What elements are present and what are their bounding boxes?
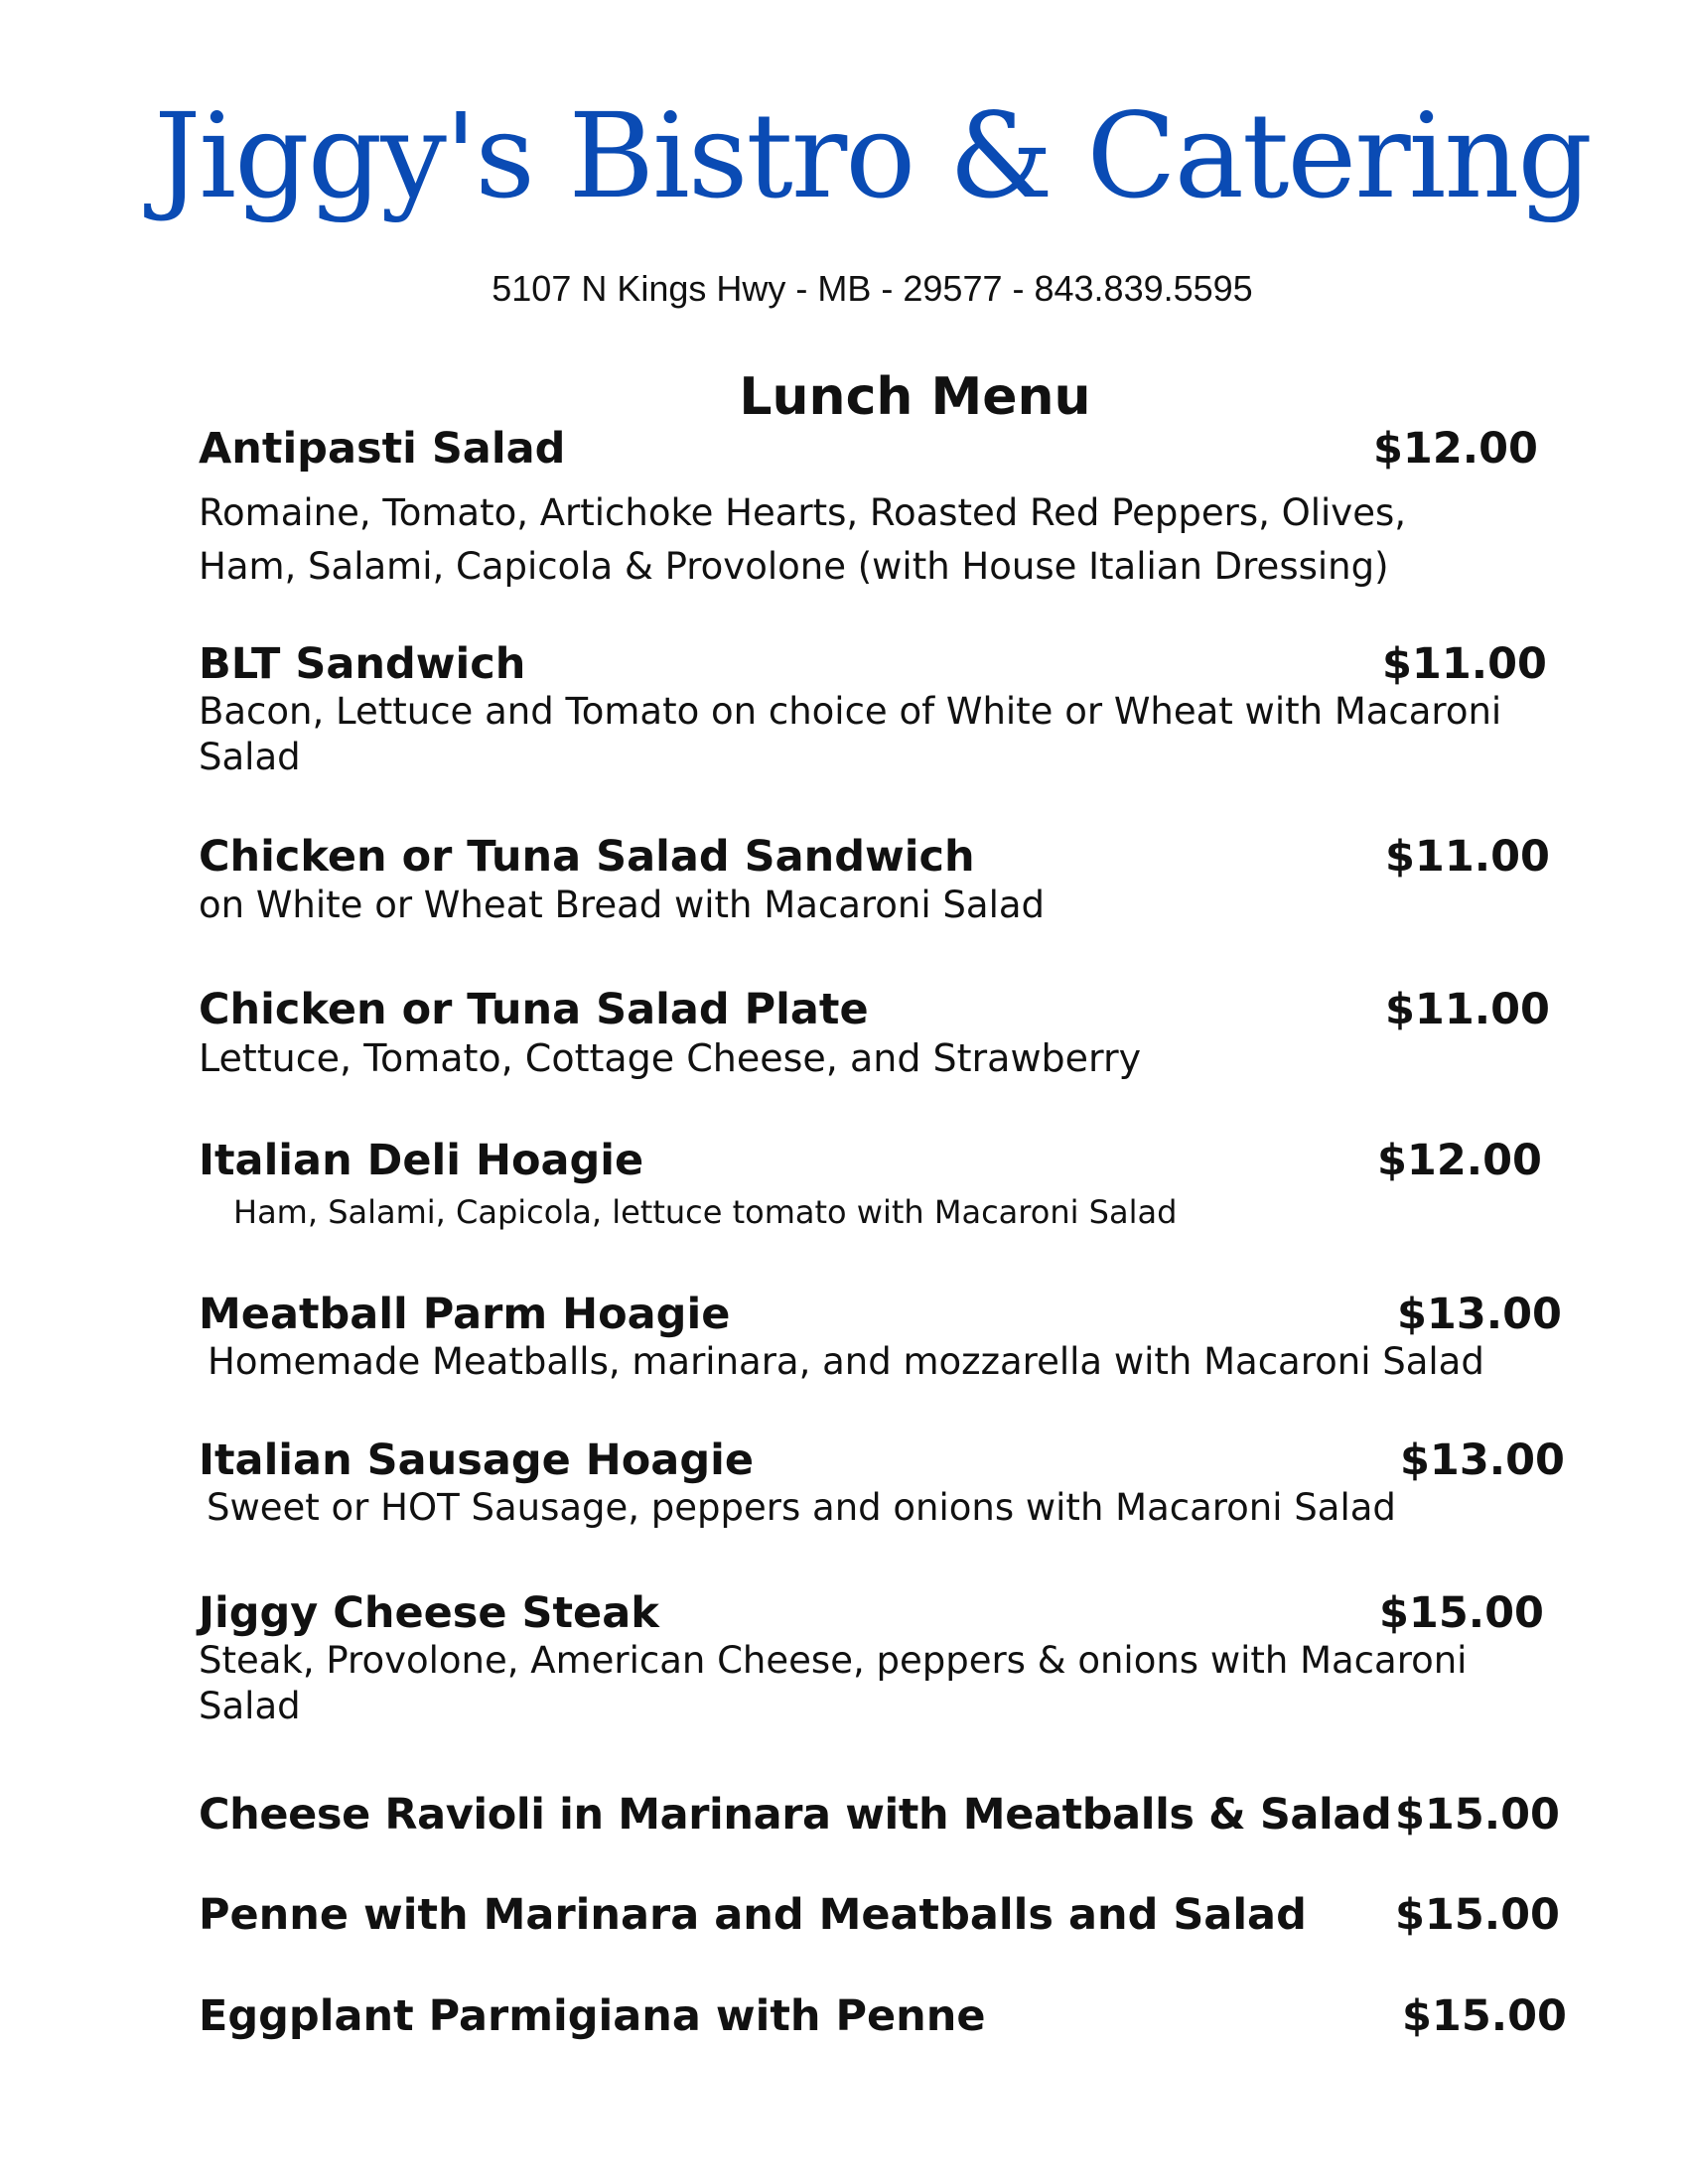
item-description-line: Salad — [199, 1685, 301, 1727]
item-price: $13.00 — [1397, 1290, 1562, 1339]
item-description-line: Ham, Salami, Capicola & Provolone (with House Italian Dressing) — [199, 545, 1389, 588]
item-price: $15.00 — [1395, 1890, 1560, 1940]
menu-item — [199, 982, 1589, 1091]
item-price: $12.00 — [1377, 1136, 1542, 1185]
item-description-line: Bacon, Lettuce and Tomato on choice of White or Wheat with Macaroni — [199, 690, 1502, 733]
menu-item — [199, 1585, 1589, 1734]
menu-item — [199, 1787, 1589, 1846]
item-price: $11.00 — [1382, 639, 1547, 689]
item-name: Penne with Marinara and Meatballs and Salad — [199, 1890, 1307, 1940]
item-price: $15.00 — [1379, 1588, 1544, 1638]
item-description-line: Romaine, Tomato, Artichoke Hearts, Roasted Red Peppers, Olives, — [199, 491, 1406, 534]
menu-heading: Lunch Menu — [739, 367, 1091, 427]
item-name: Cheese Ravioli in Marinara with Meatballs & Salad — [199, 1790, 1392, 1840]
menu-item — [199, 1887, 1589, 1947]
item-name: Meatball Parm Hoagie — [199, 1290, 731, 1339]
item-description-line: Lettuce, Tomato, Cottage Cheese, and Strawberry — [199, 1036, 1142, 1080]
menu-item — [199, 1133, 1589, 1242]
item-price: $12.00 — [1373, 424, 1538, 474]
menu-item — [199, 421, 1589, 590]
item-description-line: Steak, Provolone, American Cheese, peppers & onions with Macaroni — [199, 1639, 1468, 1682]
item-name: Eggplant Parmigiana with Penne — [199, 1991, 986, 2041]
item-description-line: Salad — [199, 736, 301, 778]
item-name: Chicken or Tuna Salad Plate — [199, 985, 869, 1034]
item-price: $13.00 — [1400, 1435, 1565, 1485]
item-description-line: Ham, Salami, Capicola, lettuce tomato with Macaroni Salad — [233, 1193, 1178, 1231]
item-name: Italian Sausage Hoagie — [199, 1435, 754, 1485]
item-price: $11.00 — [1385, 985, 1550, 1034]
item-name: Jiggy Cheese Steak — [199, 1588, 659, 1638]
item-name: Italian Deli Hoagie — [199, 1136, 644, 1185]
menu-item — [199, 829, 1589, 938]
restaurant-title: Jiggy's Bistro & Catering — [154, 87, 1591, 224]
menu-item — [199, 636, 1589, 785]
menu-item — [199, 1988, 1589, 2048]
menu-item — [199, 1287, 1589, 1396]
item-price: $15.00 — [1395, 1790, 1560, 1840]
menu-item — [199, 1433, 1589, 1542]
item-name: Antipasti Salad — [199, 424, 566, 474]
item-description-line: on White or Wheat Bread with Macaroni Salad — [199, 884, 1046, 926]
item-description-line: Sweet or HOT Sausage, peppers and onions with Macaroni Salad — [207, 1486, 1396, 1529]
item-name: Chicken or Tuna Salad Sandwich — [199, 832, 975, 882]
item-description-line: Homemade Meatballs, marinara, and mozzarella with Macaroni Salad — [208, 1340, 1484, 1383]
item-name: BLT Sandwich — [199, 639, 526, 689]
item-price: $11.00 — [1385, 832, 1550, 882]
restaurant-address: 5107 N Kings Hwy - MB - 29577 - 843.839.5595 — [492, 268, 1253, 309]
item-price: $15.00 — [1402, 1991, 1567, 2041]
